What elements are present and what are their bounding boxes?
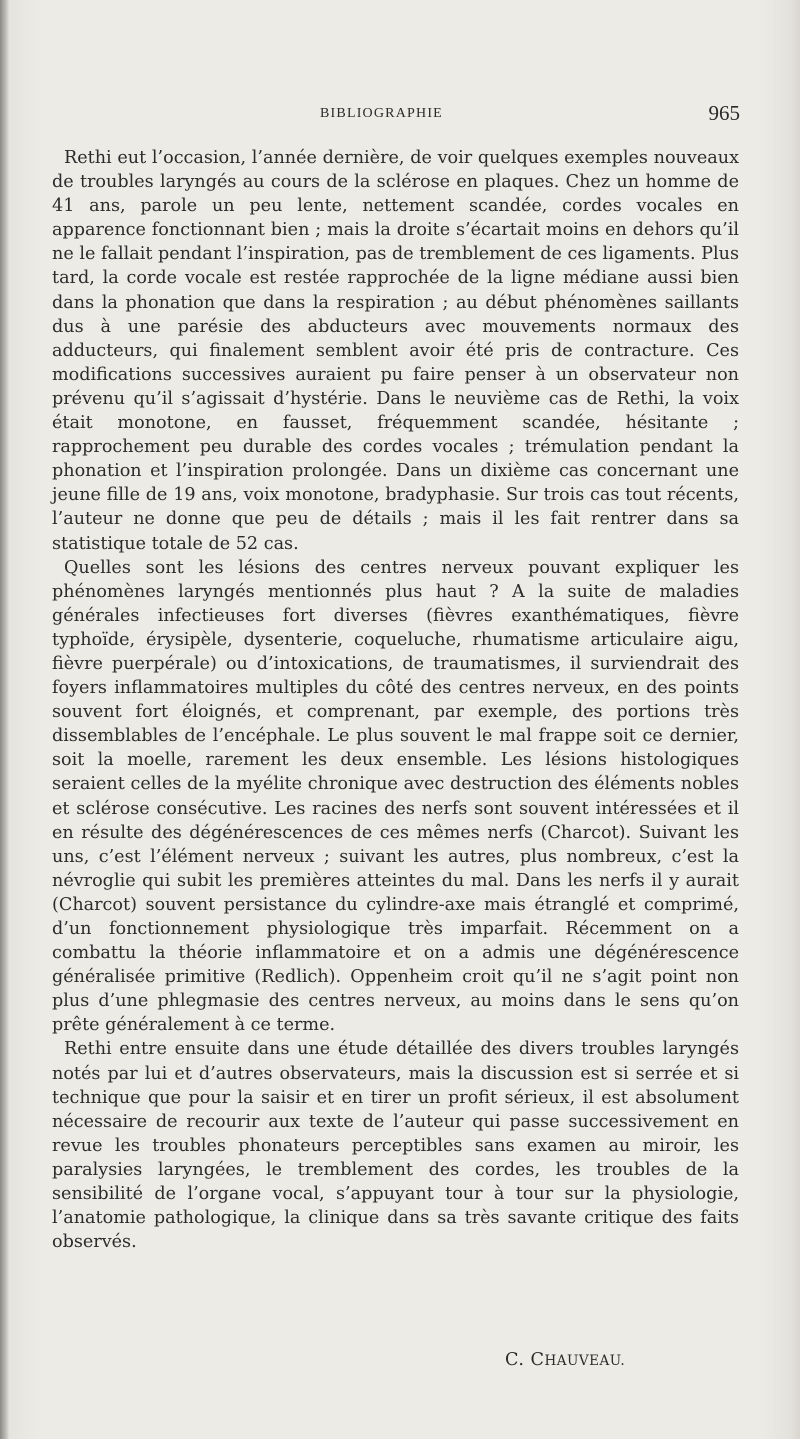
body-text [52,146,739,1254]
page-header [60,103,740,129]
running-title: BIBLIOGRAPHIE [320,106,443,121]
signature-initial: C. C [505,1350,545,1370]
page-number: 965 [708,101,740,125]
paragraph-rethi-cases: Rethi eut l’occasion, l’année dernière, de voir quelques exemples nouveaux de troubles laryngés au cours de la sclérose en plaques. Chez un homme de 41 ans, parole un peu lente, nettement scandée, cordes vocales en apparence fonctionnant bien ; mais la droite s’écartait moins en dehors qu’il ne le fallait pendant l’inspiration, pas de tremblement de ces ligaments. Plus tard, la corde vocale est restée rapprochée de la ligne médiane aussi bien dans la phonation que dans la respiration ; au début phénomènes saillants dus à une parésie des abducteurs avec mouvements normaux des adducteurs, qui finalement semblent avoir été pris de contracture. Ces modifications successives auraient pu faire penser à un observateur non prévenu qu’il s’agissait d’hystérie. Dans le neuvième cas de Rethi, la voix était monotone, en fausset, fréquemment scandée, hésitante ; rapprochement peu durable des cordes vocales ; trémulation pendant la phonation et l’inspiration prolongée. Dans un dixième cas concernant une jeune fille de 19 ans, voix monotone, bradyphasie. Sur trois cas tout récents, l’auteur ne donne que peu de détails ; mais il les fait rentrer dans sa statistique totale de 52 cas. [52,148,739,554]
author-signature [505,1350,625,1370]
paragraph-study: Rethi entre ensuite dans une étude détaillée des divers troubles laryngés notés par lui et d’autres observateurs, mais la discussion est si serrée et si technique que pour la saisir et en tirer un profit sérieux, il est absolument nécessaire de recourir aux texte de l’auteur qui passe successivement en revue les troubles phonateurs perceptibles sans examen au miroir, les paralysies laryngées, le tremblement des cordes, les troubles de la sensibilité de l’organe vocal, s’appuyant tour à tour sur la physiologie, l’anatomie pathologique, la clinique dans sa très savante critique des faits observés. [52,1039,739,1253]
book-spine-shadow [0,0,9,1439]
signature-surname: HAUVEAU. [544,1353,626,1369]
paragraph-lesions: Quelles sont les lésions des centres nerveux pouvant expliquer les phénomènes laryngés mentionnés plus haut ? A la suite de maladies générales infectieuses fort diverses (fièvres exanthématiques, fièvre typhoïde, érysipèle, dysenterie, coqueluche, rhumatisme articulaire aigu, fièvre puerpérale) ou d’intoxications, de traumatismes, il surviendrait des foyers inflammatoires multiples du côté des centres nerveux, en des points souvent fort éloignés, et comprenant, par exemple, des portions très dissemblables de l’encéphale. Le plus souvent le mal frappe soit ce dernier, soit la moelle, rarement les deux ensemble. Les lésions histologiques seraient celles de la myélite chronique avec destruction des éléments nobles et sclérose consécutive. Les racines des nerfs sont souvent intéressées et il en résulte des dégénérescences de ces mêmes nerfs (Charcot). Suivant les uns, c’est l’élément nerveux ; suivant les autres, plus nombreux, c’est la névroglie qui subit les premières atteintes du mal. Dans les nerfs il y aurait (Charcot) souvent persistance du cylindre-axe mais étranglé et comprimé, d’un fonctionnement physiologique très imparfait. Récemment on a combattu la théorie inflammatoire et on a admis une dégénérescence généralisée primitive (Redlich). Oppenheim croit qu’il ne s’agit point non plus d’une phlegmasie des centres nerveux, au moins dans le sens qu’on prête généralement à ce terme. [52,557,739,1036]
